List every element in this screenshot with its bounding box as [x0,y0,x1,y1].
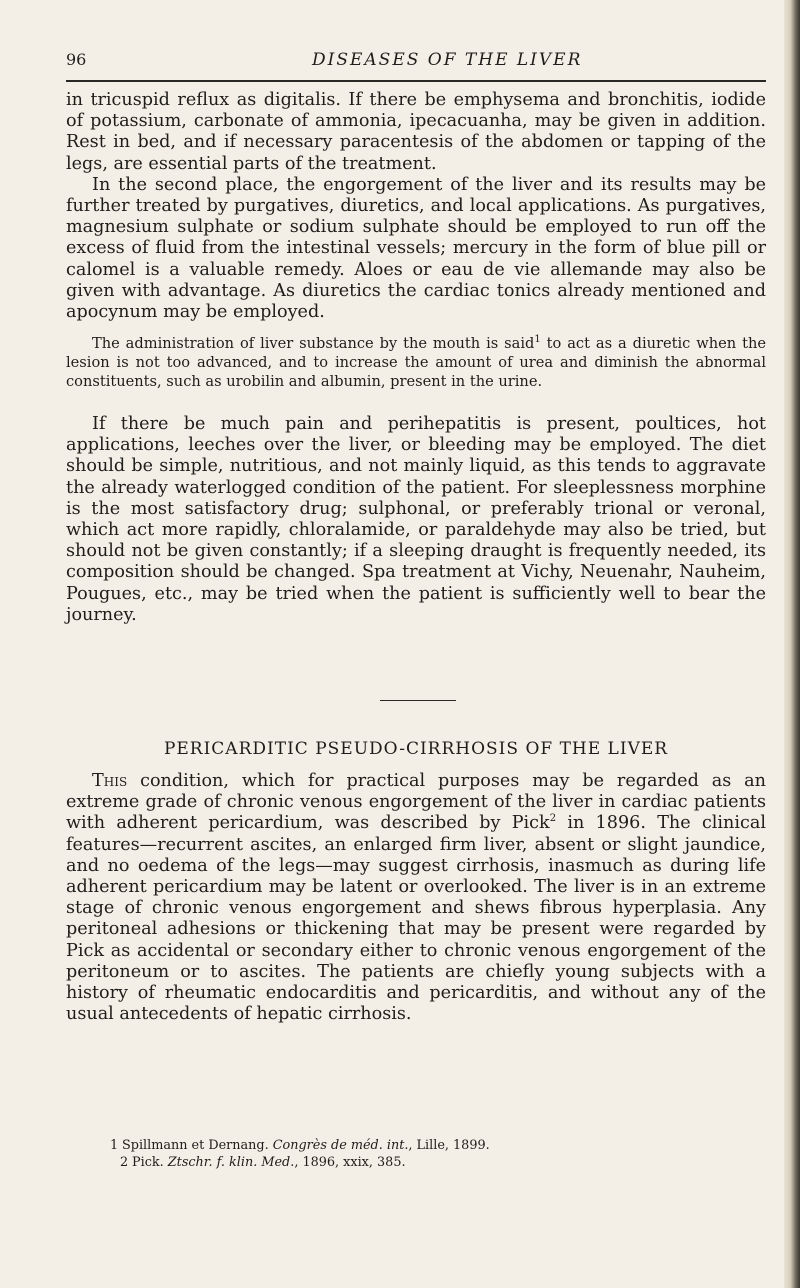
paragraph-liver-substance: The administration of liver substance by the mouth is said$^1$ to act as a diuretic when the lesion is not too advanced, and to increase the amount of urea and diminish the abnormal constituents, such as urobilin and albumin, present in the urine. [66,334,766,390]
footnote-ref-1[interactable]: 1 [534,334,541,346]
section-heading: PERICARDITIC PSEUDO-CIRRHOSIS OF THE LIVER [163,739,669,759]
text-block-2 [66,414,766,626]
footnote-2: 2 Pick. Ztschr. f. klin. Med., 1896, xxix, 385. [120,1155,406,1170]
text-block-3 [66,771,766,1025]
footnote-block [110,1137,730,1171]
footnote-ref-2[interactable]: 2 [549,813,557,825]
running-title: DISEASES OF THE LIVER [312,50,583,70]
section-divider [380,700,456,701]
page-edge-shadow [784,0,800,1288]
paragraph-pericarditic-pseudo-cirrhosis: This condition, which for practical purposes may be regarded as an extreme grade of chronic venous engorgement of the liver in cardiac patients with adherent pericardium, was described by Pick$^2$ in 1896. The clinical features—recurrent ascites, an enlarged firm liver, absent or slight jaundice, and no oedema of the legs—may suggest cirrhosis, inasmuch as during life adherent pericardium may be latent or overlooked. The liver is in an extreme stage of chronic venous engorgement and shews fibrous hyperplasia. Any peritoneal adhesions or thickening that may be present were regarded by Pick as accidental or secondary either to chronic venous engorgement of the peritoneum or to ascites. The patients are chiefly young subjects with a history of rheumatic endocarditis and pericarditis, and without any of the usual antecedents of hepatic cirrhosis. [66,771,766,1025]
footnote-1: 1 Spillmann et Dernang. Congrès de méd. int., Lille, 1899. [110,1138,490,1153]
paragraph-pain-diet-sleep: If there be much pain and perihepatitis is present, poultices, hot applications, leeches over the liver, or bleeding may be employed. The diet should be simple, nutritious, and not mainly liquid, as this tends to aggravate the already waterlogged condition of the patient. For sleeplessness morphine is the most satisfactory drug; sulphonal, or preferably trional or veronal, which act more rapidly, chloralamide, or paraldehyde may also be tried, but should not be given constantly; if a sleeping draught is frequently needed, its composition should be changed. Spa treatment at Vichy, Neuenahr, Nauheim, Pougues, etc., may be tried when the patient is sufficiently well to bear the journey. [66,414,766,625]
text-block-1 [66,90,766,323]
header-rule [66,80,766,82]
page-number: 96 [66,50,87,69]
page-header [66,50,766,80]
paragraph-treatment-second-place: In the second place, the engorgement of the liver and its results may be further treated by purgatives, diuretics, and local applications. As purgatives, magnesium sulphate or sodium sulphate should be employed to run off the excess of fluid from the intestinal vessels; mercury in the form of blue pill or calomel is a valuable remedy. Aloes or eau de vie allemande may also be given with advantage. As diuretics the cardiac tonics already mentioned and apocynum may be employed. [66,174,766,323]
paragraph-continuation: in tricuspid reflux as digitalis. If there be emphysema and bronchitis, iodide of potassium, carbonate of ammonia, ipecacuanha, may be given in addition. Rest in bed, and if necessary paracentesis of the abdomen or tapping of the legs, are essential parts of the treatment. [66,90,766,174]
small-print-note [66,334,766,391]
